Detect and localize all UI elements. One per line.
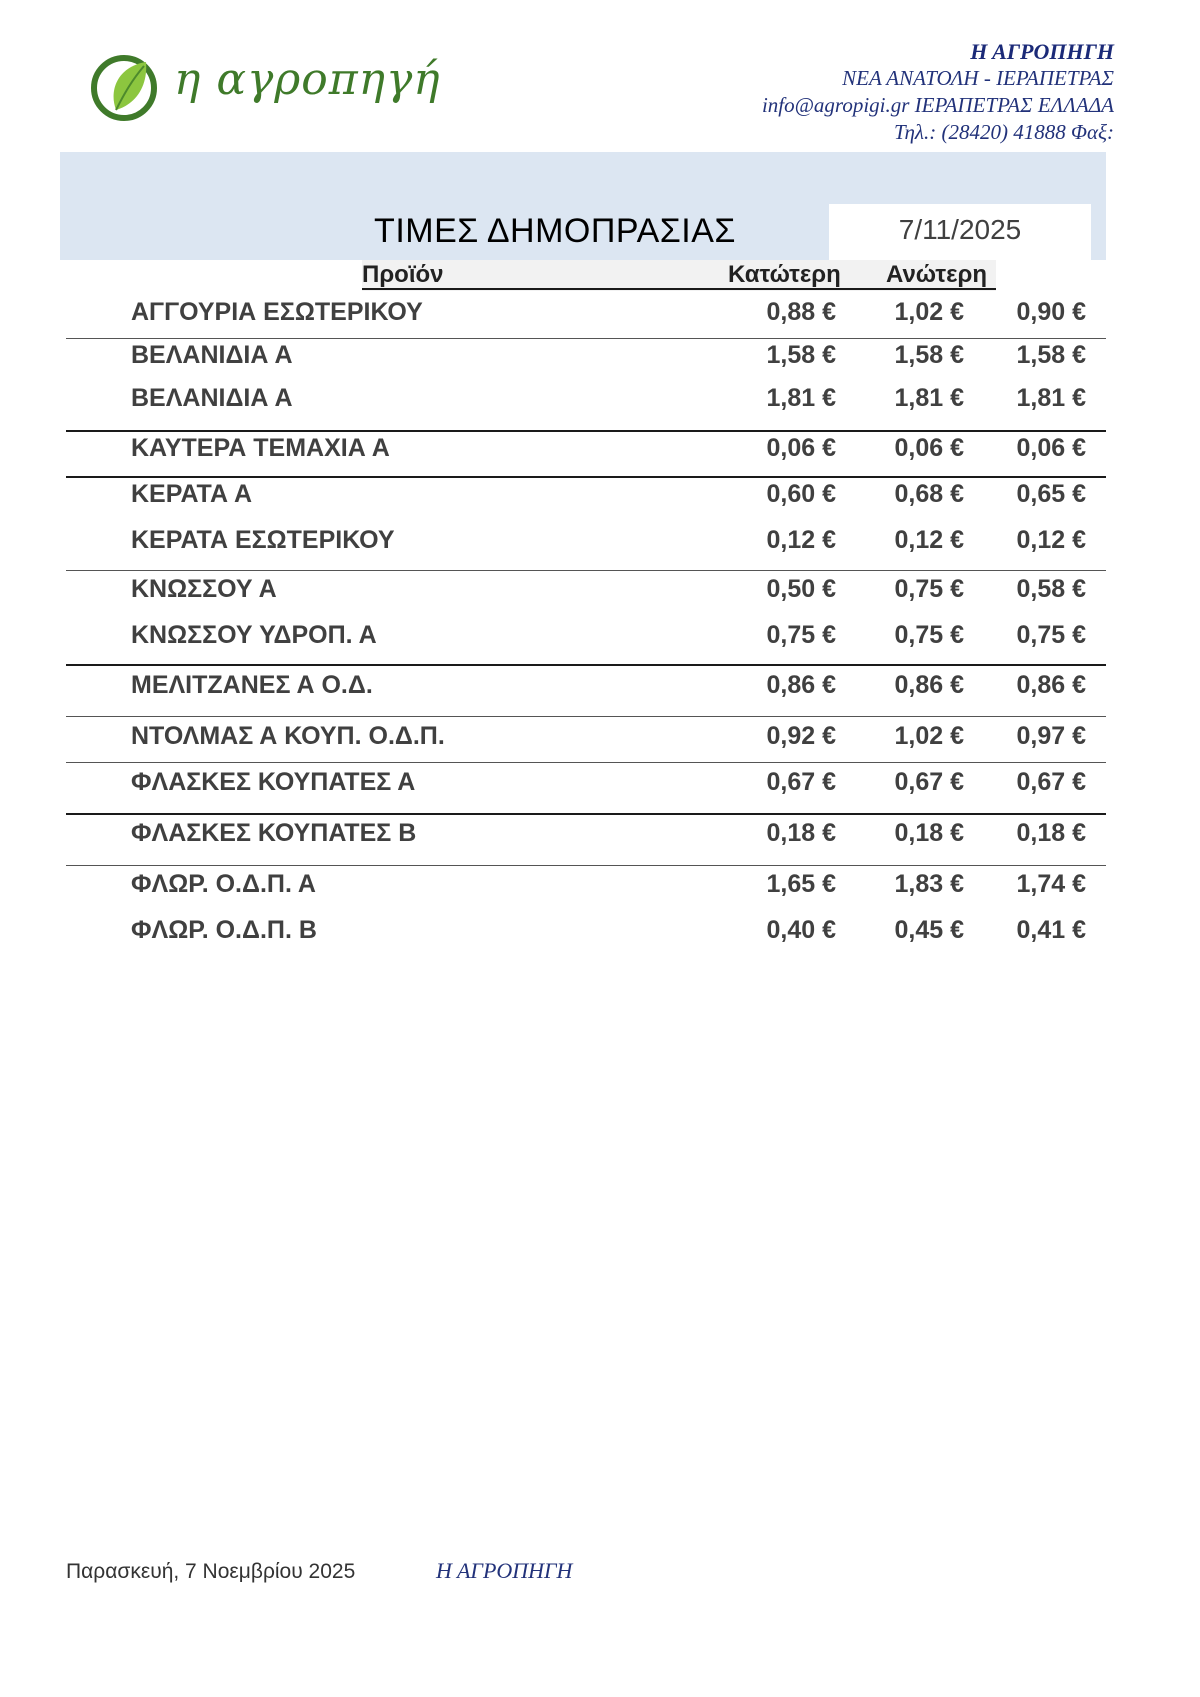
price-high: 0,06 € [894,434,964,462]
price-low: 0,50 € [766,575,836,603]
company-phone: Τηλ.: (28420) 41888 Φαξ: [893,120,1114,144]
price-high: 0,18 € [894,819,964,847]
price-avg: 0,97 € [1016,722,1086,750]
product-name: ΦΛΩΡ. Ο.Δ.Π. Β [131,916,317,944]
price-avg: 0,06 € [1016,434,1086,462]
company-address: ΝΕΑ ΑΝΑΤΟΛΗ - ΙΕΡΑΠΕΤΡΑΣ [842,66,1114,90]
price-low: 0,92 € [766,722,836,750]
table-row [0,819,1200,855]
price-low: 0,67 € [766,768,836,796]
logo-text: η αγροπηγή [174,54,441,105]
column-header-underline [362,288,996,290]
row-separator [66,716,1106,717]
row-separator [66,338,1106,339]
leaf-circle-icon [86,48,166,128]
column-header-high: Ανώτερη [886,261,988,288]
table-row [0,341,1200,377]
price-avg: 0,58 € [1016,575,1086,603]
row-separator [66,476,1106,478]
price-avg: 1,74 € [1016,870,1086,898]
price-high: 1,02 € [894,298,964,326]
price-low: 0,88 € [766,298,836,326]
product-name: ΒΕΛΑΝΙΔΙΑ Α [131,384,293,412]
price-low: 1,58 € [766,341,836,369]
footer-date: Παρασκευή, 7 Νοεμβρίου 2025 [66,1560,356,1583]
row-separator [66,762,1106,763]
table-row [0,480,1200,516]
price-low: 0,12 € [766,526,836,554]
price-avg: 0,75 € [1016,621,1086,649]
price-avg: 0,18 € [1016,819,1086,847]
price-high: 0,45 € [894,916,964,944]
table-row [0,526,1200,562]
table-row [0,870,1200,906]
company-name: Η ΑΓΡΟΠΗΓΗ [970,39,1114,64]
product-name: ΚΑΥΤΕΡΑ ΤΕΜΑΧΙΑ Α [131,434,390,462]
column-header-low: Κατώτερη [728,261,841,288]
page-title: ΤΙΜΕΣ ΔΗΜΟΠΡΑΣΙΑΣ [374,212,736,250]
price-avg: 1,58 € [1016,341,1086,369]
price-high: 1,83 € [894,870,964,898]
product-name: ΒΕΛΑΝΙΔΙΑ Α [131,341,293,369]
row-separator [66,430,1106,432]
price-avg: 0,67 € [1016,768,1086,796]
table-row [0,575,1200,611]
price-avg: 0,90 € [1016,298,1086,326]
auction-date: 7/11/2025 [898,214,1022,245]
table-row [0,621,1200,657]
product-name: ΑΓΓΟΥΡΙΑ ΕΣΩΤΕΡΙΚΟΥ [131,298,423,326]
product-name: ΚΕΡΑΤΑ Α [131,480,253,508]
row-separator [66,865,1106,866]
column-header-product: Προϊόν [362,261,444,288]
price-high: 1,81 € [894,384,964,412]
price-low: 0,40 € [766,916,836,944]
price-avg: 0,12 € [1016,526,1086,554]
table-row [0,434,1200,470]
price-avg: 1,81 € [1016,384,1086,412]
row-separator [66,813,1106,815]
product-name: ΦΛΑΣΚΕΣ ΚΟΥΠΑΤΕΣ Α [131,768,416,796]
table-row [0,722,1200,758]
price-low: 0,75 € [766,621,836,649]
table-row [0,916,1200,952]
price-avg: 0,65 € [1016,480,1086,508]
product-name: ΚΝΩΣΣΟΥ Α [131,575,277,603]
price-high: 0,67 € [894,768,964,796]
price-high: 1,02 € [894,722,964,750]
footer-company: Η ΑΓΡΟΠΗΓΗ [436,1558,573,1583]
product-name: ΜΕΛΙΤΖΑΝΕΣ Α Ο.Δ. [131,671,373,699]
price-high: 1,58 € [894,341,964,369]
company-logo [86,44,441,134]
price-low: 0,60 € [766,480,836,508]
row-separator [66,664,1106,666]
price-low: 1,81 € [766,384,836,412]
price-high: 0,68 € [894,480,964,508]
product-name: ΚΝΩΣΣΟΥ ΥΔΡΟΠ. Α [131,621,377,649]
price-high: 0,75 € [894,575,964,603]
price-low: 1,65 € [766,870,836,898]
table-row [0,671,1200,707]
price-avg: 0,41 € [1016,916,1086,944]
product-name: ΦΛΩΡ. Ο.Δ.Π. Α [131,870,316,898]
price-high: 0,86 € [894,671,964,699]
price-low: 0,06 € [766,434,836,462]
price-high: 0,12 € [894,526,964,554]
table-row [0,298,1200,334]
table-row [0,384,1200,420]
company-info [762,38,1114,146]
product-name: ΚΕΡΑΤΑ ΕΣΩΤΕΡΙΚΟΥ [131,526,395,554]
row-separator [66,570,1106,571]
price-high: 0,75 € [894,621,964,649]
price-low: 0,18 € [766,819,836,847]
product-name: ΝΤΟΛΜΑΣ Α ΚΟΥΠ. Ο.Δ.Π. [131,722,445,750]
price-low: 0,86 € [766,671,836,699]
company-email: info@agropigi.gr ΙΕΡΑΠΕΤΡΑΣ ΕΛΛΑΔΑ [761,93,1114,117]
price-avg: 0,86 € [1016,671,1086,699]
table-row [0,768,1200,804]
product-name: ΦΛΑΣΚΕΣ ΚΟΥΠΑΤΕΣ Β [131,819,417,847]
